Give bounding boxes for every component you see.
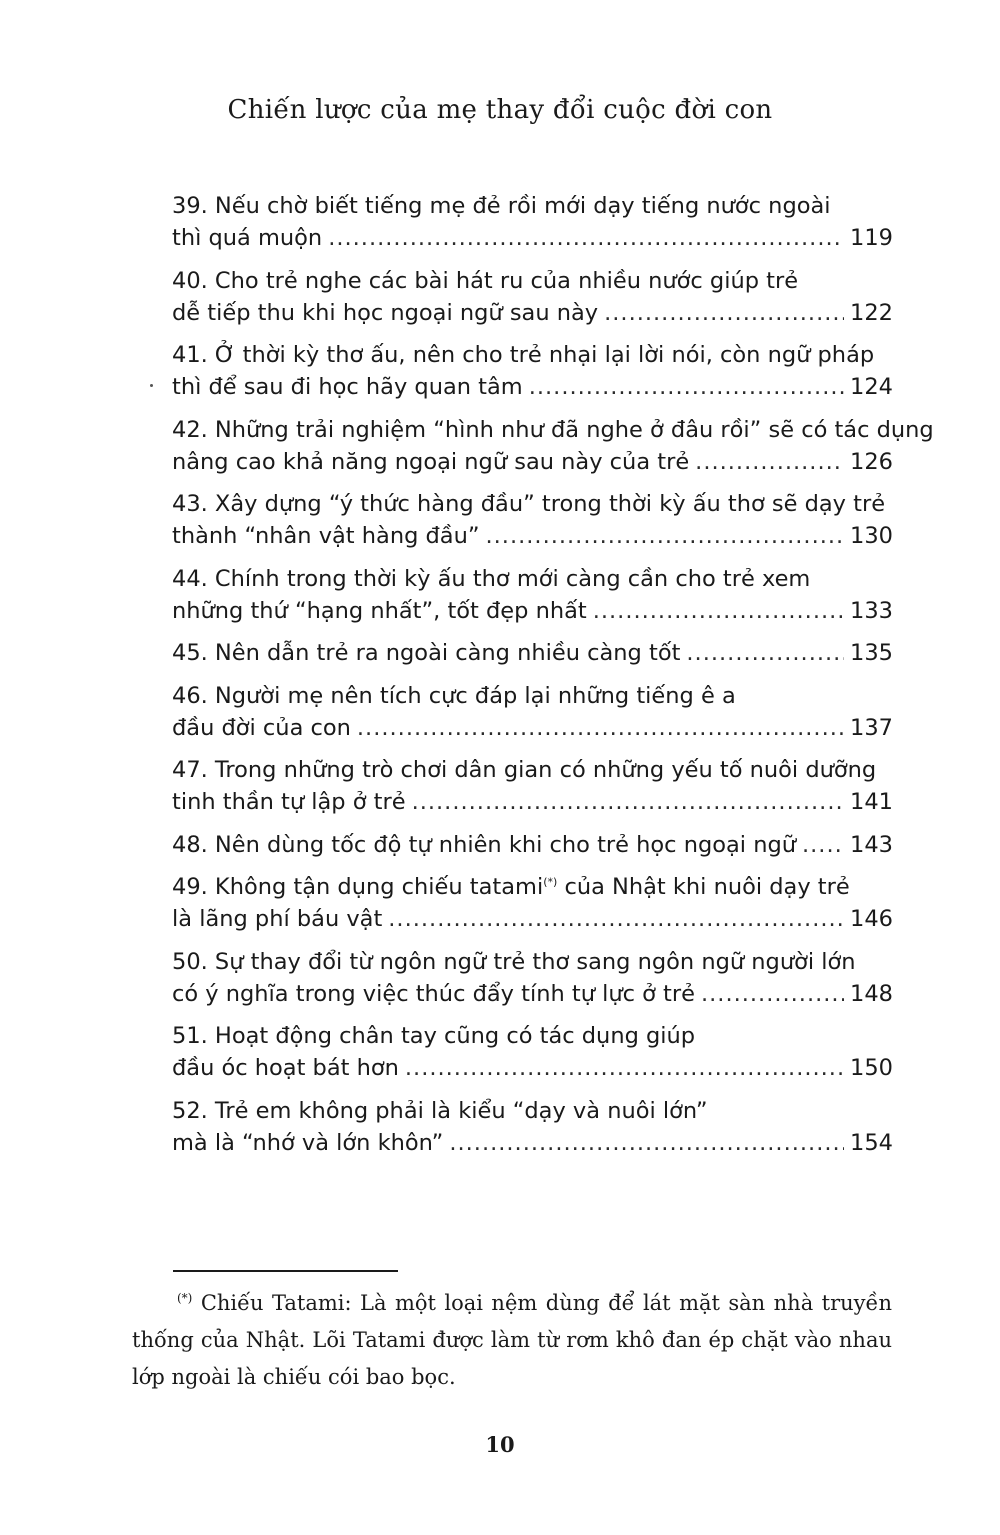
toc-entry-50 <box>172 946 893 1010</box>
dot-leader <box>486 520 845 552</box>
dot-leader <box>412 786 844 818</box>
dot-leader <box>593 595 844 627</box>
toc-page-number: 146 <box>850 906 893 932</box>
toc-entry-title: 47. Trong những trò chơi dân gian có những yếu tố nuôi dưỡng <box>172 757 877 783</box>
toc-entry-title-cont: thì để sau đi học hãy quan tâm <box>172 374 523 400</box>
footnote-mark: (*) <box>177 1291 193 1305</box>
toc-page-number: 150 <box>850 1055 893 1081</box>
toc-entry-title: 43. Xây dựng “ý thức hàng đầu” trong thời kỳ ấu thơ sẽ dạy trẻ <box>172 491 886 517</box>
toc-entry-title-cont: tinh thần tự lập ở trẻ <box>172 789 406 815</box>
toc-entry-51 <box>172 1020 893 1084</box>
footnote-separator <box>173 1270 398 1272</box>
toc-entry-title: 44. Chính trong thời kỳ ấu thơ mới càng cần cho trẻ xem <box>172 565 811 592</box>
toc-page-number: 122 <box>850 299 893 326</box>
toc-page-number: 137 <box>850 714 893 741</box>
toc-entry-title: 50. Sự thay đổi từ ngôn ngữ trẻ thơ sang ngôn ngữ người lớn <box>172 948 856 975</box>
toc-entry-title: 49. Không tận dụng chiếu tatami(*) của Nhật khi nuôi dạy trẻ <box>172 874 850 900</box>
dot-leader <box>388 903 844 935</box>
running-head: Chiến lược của mẹ thay đổi cuộc đời con <box>227 95 773 125</box>
dot-leader <box>604 297 844 329</box>
toc-entry-40 <box>172 265 893 329</box>
toc-entry-49 <box>172 871 893 935</box>
toc-entry-title-cont: thì quá muộn <box>172 225 323 251</box>
toc-entry-title-cont: nâng cao khả năng ngoại ngữ sau này của trẻ <box>172 448 690 475</box>
footnote-reference-mark: (*) <box>543 875 558 889</box>
dot-leader <box>529 371 844 403</box>
toc-entry-45 <box>172 637 893 669</box>
toc-entry-title: 51. Hoạt động chân tay cũng có tác dụng giúp <box>172 1023 696 1049</box>
dot-leader <box>802 829 844 861</box>
dot-leader <box>405 1052 844 1084</box>
dot-leader <box>449 1127 844 1159</box>
dot-leader <box>701 978 844 1010</box>
margin-speck <box>150 384 153 387</box>
toc-page-number: 133 <box>850 597 893 624</box>
dot-leader <box>686 637 844 669</box>
toc-page-number: 126 <box>850 448 893 475</box>
toc-page-number: 141 <box>850 789 893 815</box>
toc-entry-52 <box>172 1095 893 1159</box>
toc-page-number: 143 <box>850 831 893 858</box>
toc-entry-title: 40. Cho trẻ nghe các bài hát ru của nhiều nước giúp trẻ <box>172 267 799 294</box>
toc-entry-42 <box>172 414 934 478</box>
toc-page-number: 119 <box>850 225 893 251</box>
toc-entry-title: 42. Những trải nghiệm “hình như đã nghe ở đâu rồi” sẽ có tác dụng <box>172 416 934 443</box>
toc-entry-title: 46. Người mẹ nên tích cực đáp lại những tiếng ê a <box>172 682 736 709</box>
toc-page-number: 124 <box>850 374 893 400</box>
toc-entry-title: 39. Nếu chờ biết tiếng mẹ đẻ rồi mới dạy tiếng nước ngoài <box>172 193 831 219</box>
footnote-text: Chiếu Tatami: Là một loại nệm dùng để lát mặt sàn nhà truyền thống của Nhật. Lõi Tatami được làm từ rơm khô đan ép chặt vào nhau lớp ngoài là chiếu cói bao bọc. <box>132 1291 892 1389</box>
toc-entry-title-cont: mà là “nhớ và lớn khôn” <box>172 1129 444 1156</box>
toc-entry-title-cont: là lãng phí báu vật <box>172 906 383 932</box>
dot-leader <box>328 222 844 254</box>
toc-entry-title-cont: có ý nghĩa trong việc thúc đẩy tính tự lực ở trẻ <box>172 980 695 1007</box>
toc-entry-46 <box>172 680 893 744</box>
toc-entry-43 <box>172 488 893 552</box>
toc-page-number: 135 <box>850 640 893 666</box>
toc-entry-title: 48. Nên dùng tốc độ tự nhiên khi cho trẻ học ngoại ngữ <box>172 831 796 858</box>
toc-entry-title: 45. Nên dẫn trẻ ra ngoài càng nhiều càng tốt <box>172 640 681 666</box>
toc-entry-title-cont: những thứ “hạng nhất”, tốt đẹp nhất <box>172 597 587 624</box>
dot-leader <box>695 446 844 478</box>
footnote <box>132 1285 892 1396</box>
toc-entry-title-cont: đầu óc hoạt bát hơn <box>172 1055 399 1081</box>
dot-leader <box>357 712 844 744</box>
toc-page-number: 148 <box>850 980 893 1007</box>
toc-entry-47 <box>172 754 893 818</box>
toc-page-number: 154 <box>850 1129 893 1156</box>
toc-entry-title-cont: thành “nhân vật hàng đầu” <box>172 523 480 549</box>
toc-entry-39 <box>172 190 893 254</box>
table-of-contents <box>172 190 934 1169</box>
toc-entry-44 <box>172 563 893 627</box>
toc-entry-title-cont: đầu đời của con <box>172 714 351 741</box>
toc-page-number: 130 <box>850 523 893 549</box>
toc-entry-41 <box>172 339 893 403</box>
toc-entry-title: 41. Ở thời kỳ thơ ấu, nên cho trẻ nhại lại lời nói, còn ngữ pháp <box>172 342 875 368</box>
toc-entry-title-cont: dễ tiếp thu khi học ngoại ngữ sau này <box>172 299 599 326</box>
toc-entry-title: 52. Trẻ em không phải là kiểu “dạy và nuôi lớn” <box>172 1097 708 1124</box>
page-number: 10 <box>485 1432 515 1457</box>
toc-entry-48 <box>172 829 893 861</box>
